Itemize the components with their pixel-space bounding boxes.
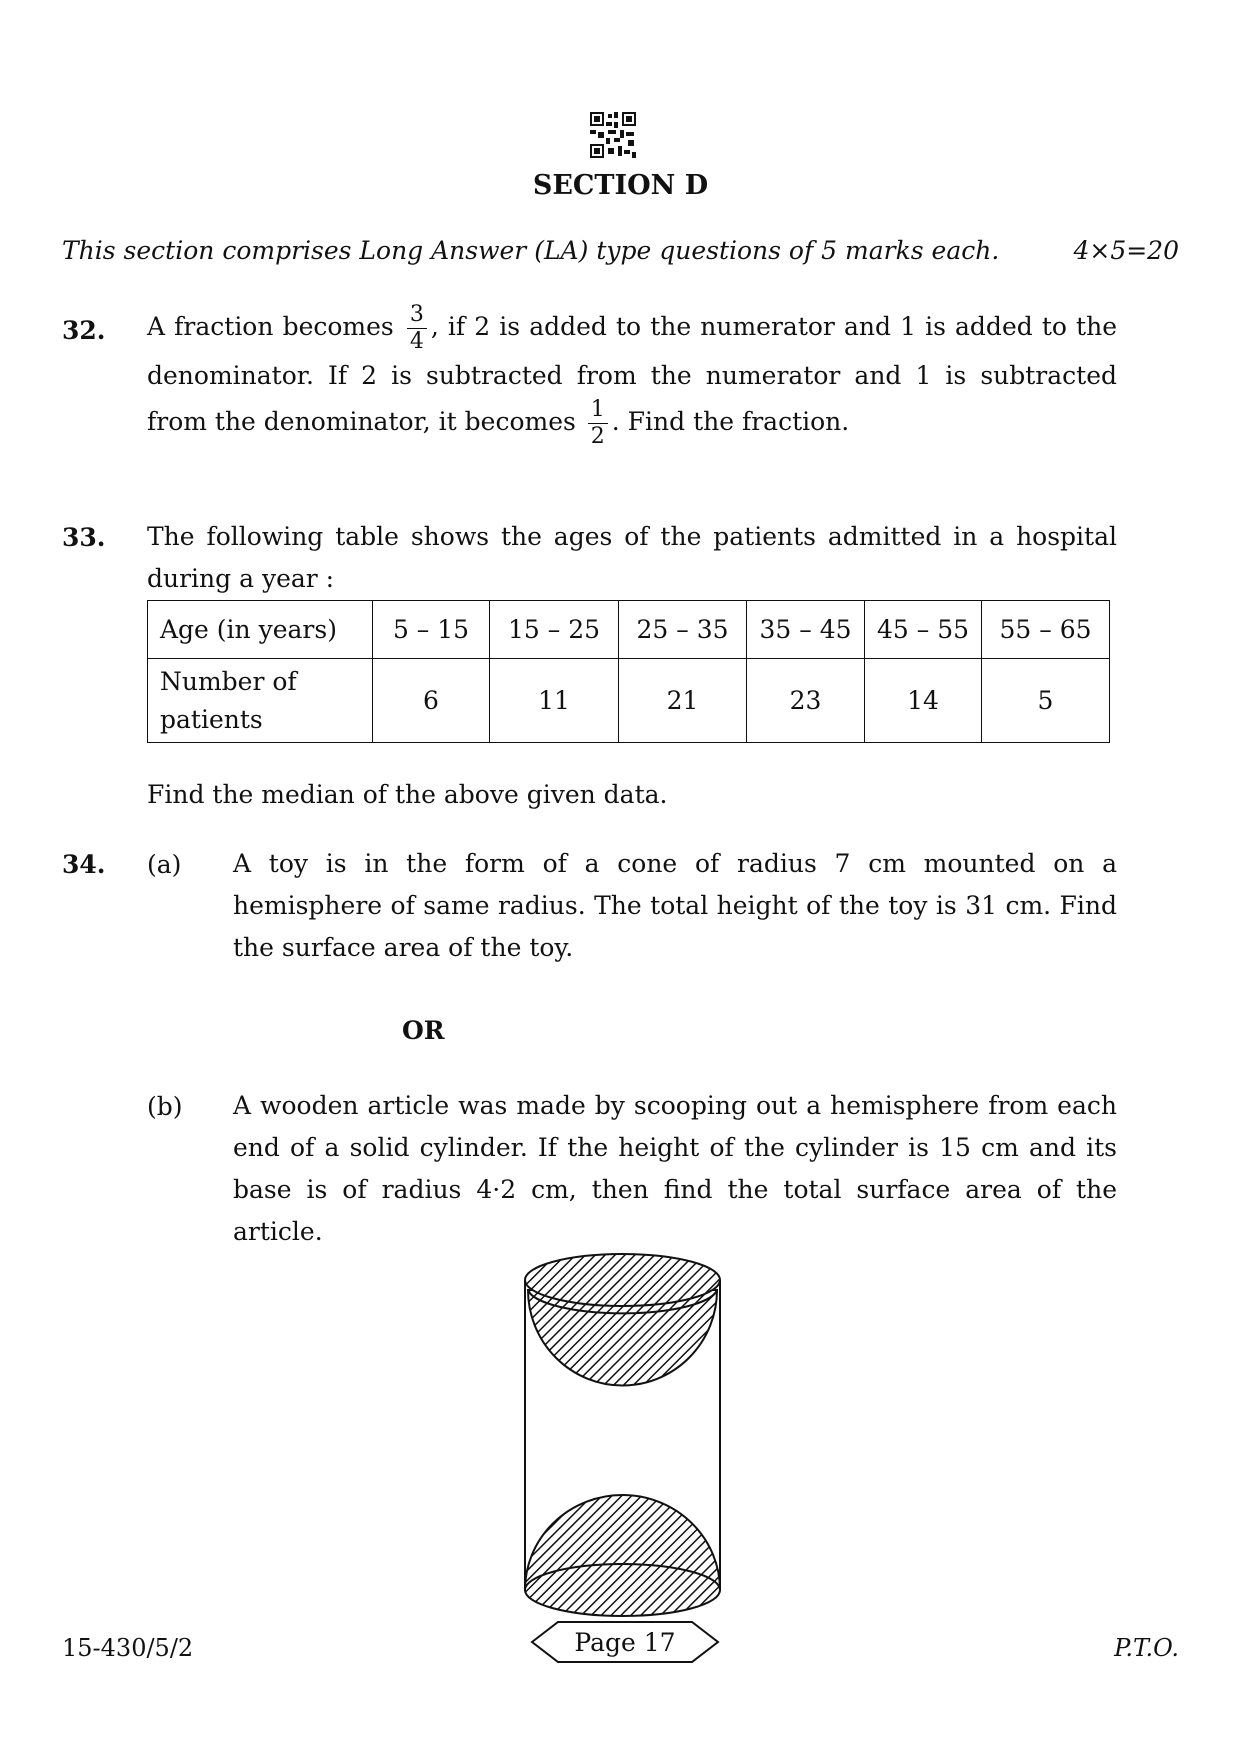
- table-row: [148, 659, 1110, 743]
- pto-label: P.T.O.: [1114, 1634, 1179, 1662]
- fraction-one-half: $\frac{1}{2}$: [588, 397, 608, 450]
- question-33-intro: The following table shows the ages of the patients admitted in a hospital during a year :: [147, 522, 1117, 593]
- table-cell: 6: [373, 659, 490, 743]
- q32-text-b: , if 2 is added to the numerator and 1 is added to the denominator. If 2 is subtracted from the numerator and 1 is subtracted from the denominator, it becomes: [147, 312, 1117, 436]
- table-cell: 55 – 65: [982, 601, 1110, 659]
- table-cell: 45 – 55: [865, 601, 982, 659]
- table-cell: 23: [747, 659, 865, 743]
- question-number-34: 34.: [62, 850, 106, 879]
- question-number-32: 32.: [62, 316, 106, 345]
- table-cell: 14: [865, 659, 982, 743]
- age-table: [147, 600, 1110, 743]
- question-34a-text: A toy is in the form of a cone of radius 7 cm mounted on a hemisphere of same radius. The total height of the toy is 31 cm. Find the surface area of the toy.: [233, 849, 1117, 962]
- page-number: Page 17: [574, 1628, 676, 1657]
- part-a-label: (a): [147, 850, 182, 879]
- table-cell: 15 – 25: [490, 601, 619, 659]
- fraction-three-quarters: $\frac{3}{4}$: [407, 302, 427, 355]
- section-title: SECTION D: [532, 170, 709, 201]
- q32-text-c: . Find the fraction.: [611, 407, 850, 436]
- question-33-prompt: Find the median of the above given data.: [147, 780, 668, 809]
- qr-code: [590, 112, 636, 158]
- table-row-header: Age (in years): [148, 601, 373, 659]
- q32-text-a: A fraction becomes: [147, 312, 394, 341]
- paper-code: 15-430/5/2: [62, 1634, 194, 1662]
- section-marks: 4×5=20: [1073, 236, 1179, 265]
- question-34b-text: A wooden article was made by scooping out a hemisphere from each end of a solid cylinder. If the height of the cylinder is 15 cm and its base is of radius 4·2 cm, then find the total surface area of the article.: [233, 1091, 1117, 1246]
- question-32-text: [147, 302, 1117, 450]
- part-b-label: (b): [147, 1092, 183, 1121]
- table-row-header: Number of patients: [148, 659, 373, 743]
- or-separator: OR: [402, 1016, 445, 1045]
- question-number-33: 33.: [62, 523, 106, 552]
- cylinder-figure: [520, 1250, 730, 1625]
- table-cell: 5 – 15: [373, 601, 490, 659]
- table-cell: 11: [490, 659, 619, 743]
- section-intro: This section comprises Long Answer (LA) type questions of 5 marks each.: [62, 236, 1000, 265]
- table-cell: 25 – 35: [619, 601, 747, 659]
- table-cell: 35 – 45: [747, 601, 865, 659]
- table-cell: 5: [982, 659, 1110, 743]
- table-cell: 21: [619, 659, 747, 743]
- table-row: [148, 601, 1110, 659]
